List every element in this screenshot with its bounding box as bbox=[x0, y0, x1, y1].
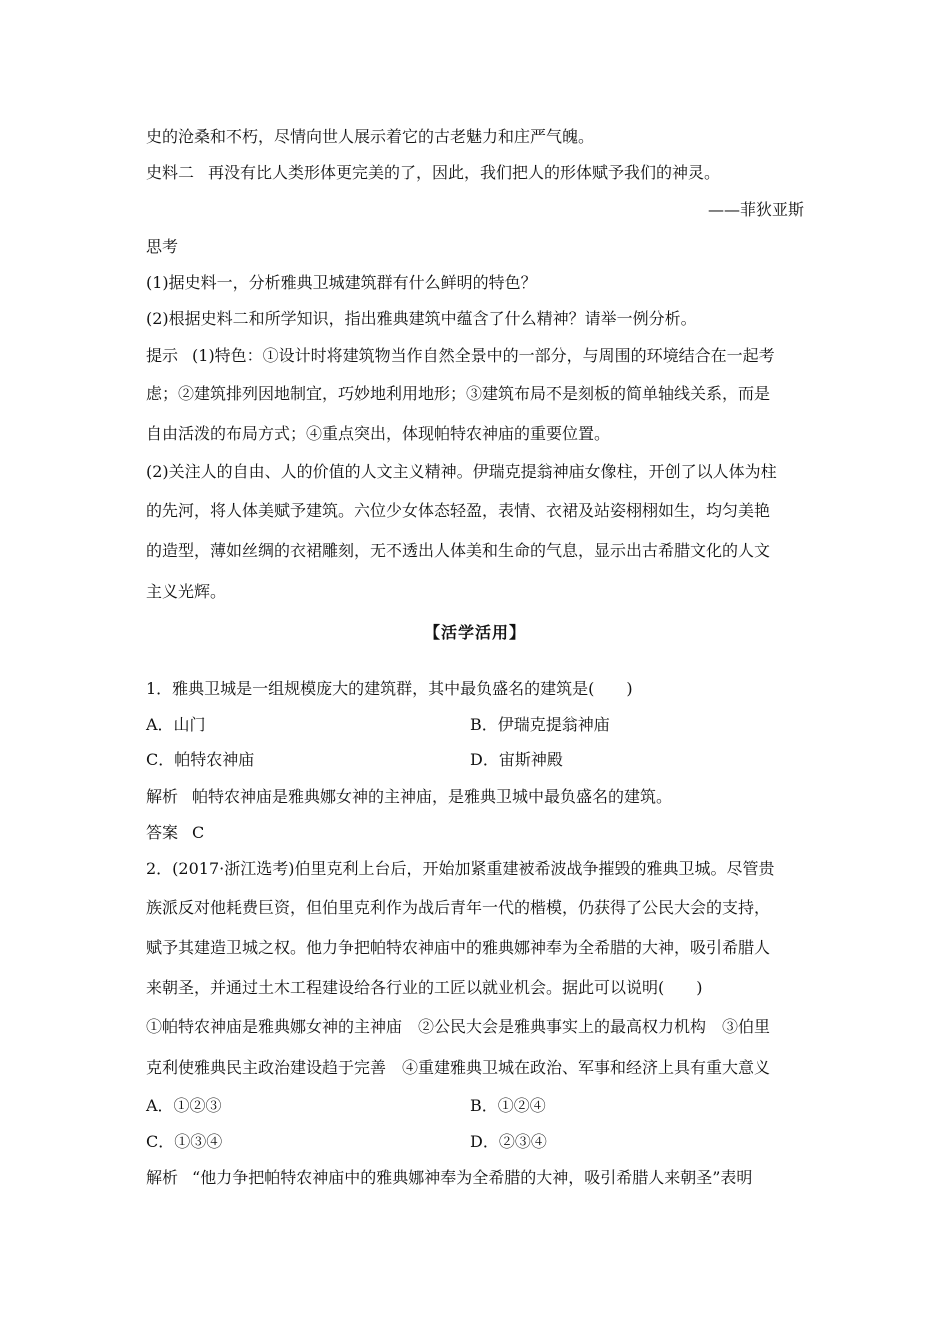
section-title: 【活学活用】 bbox=[423, 623, 526, 642]
text-line: 克利使雅典民主政治建设趋于完善 ④重建雅典卫城在政治、军事和经济上具有重大意义 bbox=[146, 1058, 771, 1077]
text-line: 的先河，将人体美赋予建筑。六位少女体态轻盈，表情、衣裙及站姿栩栩如生，均匀美艳 bbox=[146, 501, 771, 520]
option-a: A．山门 bbox=[146, 715, 206, 734]
question-1: (1)据史料一，分析雅典卫城建筑群有什么鲜明的特色？ bbox=[146, 273, 537, 292]
text-line: 自由活泼的布局方式；④重点突出，体现帕特农神庙的重要位置。 bbox=[146, 424, 611, 443]
text-line: 赋予其建造卫城之权。他力争把帕特农神庙中的雅典娜神奉为全希腊的大神，吸引希腊人 bbox=[146, 938, 771, 957]
analysis-line bbox=[146, 787, 672, 807]
text-line: 来朝圣，并通过土木工程建设给各行业的工匠以就业机会。据此可以说明( ) bbox=[146, 978, 703, 997]
attribution: ——菲狄亚斯 bbox=[707, 200, 804, 219]
option-b: B．伊瑞克提翁神庙 bbox=[470, 715, 610, 734]
option-a: A．①②③ bbox=[146, 1096, 222, 1115]
analysis-text: 帕特农神庙是雅典娜女神的主神庙，是雅典卫城中最负盛名的建筑。 bbox=[192, 787, 673, 806]
analysis-line bbox=[146, 1168, 752, 1188]
option-b: B．①②④ bbox=[470, 1096, 546, 1115]
text-line: 主义光辉。 bbox=[146, 582, 227, 601]
source-two-line bbox=[146, 163, 720, 183]
exercise-2: 2．(2017·浙江选考)伯里克利上台后，开始加紧重建被希波战争摧毁的雅典卫城。尽管贵 bbox=[146, 859, 775, 878]
answer-label: 答案 bbox=[146, 823, 179, 842]
analysis-text: “他力争把帕特农神庙中的雅典娜神奉为全希腊的大神，吸引希腊人来朝圣”表明 bbox=[192, 1168, 753, 1187]
think-heading: 思考 bbox=[146, 237, 179, 256]
source-text: 再没有比人类形体更完美的了，因此，我们把人的形体赋予我们的神灵。 bbox=[208, 163, 721, 182]
answer-text: C bbox=[192, 823, 205, 842]
analysis-label: 解析 bbox=[146, 1168, 179, 1187]
exercise-1: 1．雅典卫城是一组规模庞大的建筑群，其中最负盛名的建筑是( ) bbox=[146, 679, 633, 698]
hint-text: (1)特色：①设计时将建筑物当作自然全景中的一部分，与周围的环境结合在一起考 bbox=[192, 346, 775, 365]
text-line: (2)关注人的自由、人的价值的人文主义精神。伊瑞克提翁神庙女像柱，开创了以人体为柱 bbox=[146, 462, 777, 481]
hint-line bbox=[146, 346, 775, 366]
text-line: 虑；②建筑排列因地制宜，巧妙地利用地形；③建筑布局不是刻板的简单轴线关系，而是 bbox=[146, 384, 771, 403]
text-line: ①帕特农神庙是雅典娜女神的主神庙 ②公民大会是雅典事实上的最高权力机构 ③伯里 bbox=[146, 1017, 771, 1036]
answer-line bbox=[146, 823, 204, 843]
hint-label: 提示 bbox=[146, 346, 179, 365]
option-c: C．①③④ bbox=[146, 1132, 223, 1151]
source-label: 史料二 bbox=[146, 163, 195, 182]
analysis-label: 解析 bbox=[146, 787, 179, 806]
question-2: (2)根据史料二和所学知识，指出雅典建筑中蕴含了什么精神？请举一例分析。 bbox=[146, 309, 697, 328]
text-line: 族派反对他耗费巨资，但伯里克利作为战后青年一代的楷模，仍获得了公民大会的支持， bbox=[146, 898, 771, 917]
text-line: 史的沧桑和不朽，尽情向世人展示着它的古老魅力和庄严气魄。 bbox=[146, 127, 595, 146]
option-d: D．宙斯神殿 bbox=[470, 750, 563, 769]
option-c: C．帕特农神庙 bbox=[146, 750, 255, 769]
text-line: 的造型，薄如丝绸的衣裙雕刻，无不透出人体美和生命的气息，显示出古希腊文化的人文 bbox=[146, 541, 771, 560]
option-d: D．②③④ bbox=[470, 1132, 547, 1151]
